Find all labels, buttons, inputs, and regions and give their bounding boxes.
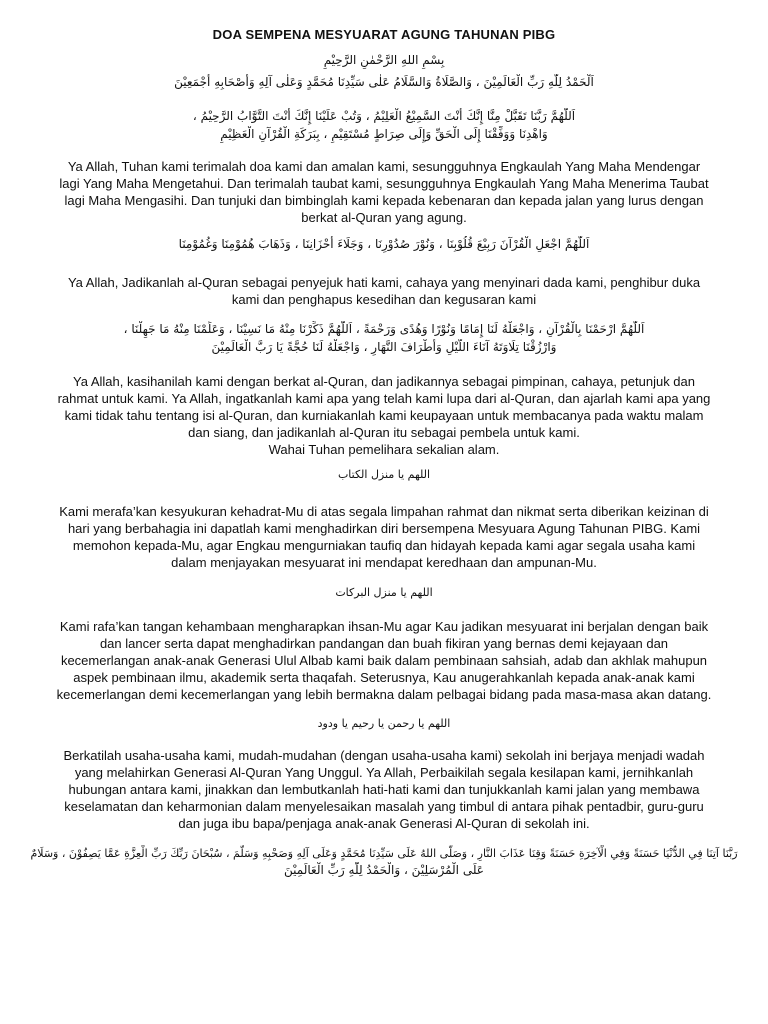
paragraph-line: memohon kepada-Mu, agar Engkau mengurniakan taufiq dan hidayah kepada kami agar segala usaha kami [72, 538, 696, 553]
paragraph-line: Kami rafa’kan tangan kehambaan mengharapkan ihsan-Mu agar Kau jadikan mesyuarat ini berjalan dengan baik [59, 619, 709, 634]
paragraph-line: lagi Maha Mengasihi. Dan tunjuki dan bimbinglah kami kepada kebenaran dan kepada jalan yang lurus dengan [64, 193, 704, 208]
paragraph-line: dan juga ibu bapa/penjaga anak-anak Generasi Al-Quran di sekolah ini. [178, 816, 590, 831]
paragraph-line: hubungan antara kami, jinakkan dan lembutkanlah hati-hati kami dan tunjukkanlah kami jalan yang membawa [68, 782, 700, 797]
paragraph-line: aspek pembinaan ilmu, akademik serta thaqafah. Seterusnya, Kau anugerahkanlah kepada anak-anak kami [73, 670, 695, 685]
arabic-invocation-barakat: اللهم يا منزل البركات [335, 586, 433, 599]
arabic-prayer-acceptance-line-2: وَاهْدِنَا وَوَفِّقْنَا إِلَى الْحَقِّ وَإِلَى صِرَاطٍ مُسْتَقِيْمٍ ، بِبَرَكَةِ الْقُرْآنِ الْعَظِيْمِ [220, 127, 548, 141]
paragraph-line: Kami merafa’kan kesyukuran kehadrat-Mu di atas segala limpahan rahmat dan nikmat serta diberikan keizinan di [59, 504, 709, 519]
paragraph-line: dan siang, dan jadikanlah al-Quran itu sebagai pembela untuk kami. [188, 425, 580, 440]
paragraph-line: Ya Allah, kasihanilah kami dengan berkat al-Quran, dan jadikannya sebagai pimpinan, cahaya, petunjuk dan [72, 374, 695, 389]
paragraph-line: Wahai Tuhan pemelihara sekalian alam. [268, 442, 500, 457]
paragraph-line: berkat al-Quran yang agung. [301, 210, 467, 225]
paragraph-line: keselamatan dan keharmonian dalam menyelesaikan masalah yang timbul di antara pihak pentadbir, guru-guru [64, 799, 704, 814]
paragraph-line: Ya Allah, Tuhan kami terimalah doa kami dan amalan kami, sesungguhnya Engkaulah Yang Maha Mendengar [67, 159, 701, 174]
paragraph-line: kecemerlangan demi kecemerlangan yang lebih bermakna dalam pelbagai bidang pada masa-masa akan datang. [56, 687, 712, 702]
arabic-quran-heart-prayer: اَللّٰهُمَّ اجْعَلِ الْقُرْآنَ رَبِيْعَ قُلُوْبِنَا ، وَنُوْرَ صُدُوْرِنَا ، وَجَلَاءَ أَحْزَانِنَا ، وَذَهَابَ هُمُوْمِنَا وَغُمُوْمِنَا [178, 237, 590, 251]
arabic-closing-line-1: رَبَّنَا آتِنَا فِي الدُّنْيَا حَسَنَةً وَفِي الْآخِرَةِ حَسَنَةً وَقِنَا عَذَابَ النَّارِ ، وَصَلَّى اللهُ عَلَى سَيِّدِنَا مُحَمَّدٍ وَعَلَى آلِهِ وَصَحْبِهِ وَسَلَّمَ ، سُبْحَانَ رَبِّكَ رَبِّ الْعِزَّةِ عَمَّا يَصِفُوْنَ ، وَسَلَامٌ [30, 847, 738, 860]
paragraph-line: Ya Allah, Jadikanlah al-Quran sebagai penyejuk hati kami, cahaya yang menyinari dada kami, penghibur duka [67, 275, 701, 290]
malay-paragraph-1 [30, 158, 738, 226]
paragraph-line: kami tidak tahu tentang isi al-Quran, dan kurniakanlah kami keupayaan untuk membacanya pada waktu malam [64, 408, 704, 423]
arabic-mercy-prayer-line-2: وَارْزُقْنَا تِلَاوَتَهُ آنَاءَ اللَّيْلِ وَأَطْرَافَ النَّهَارِ ، وَاجْعَلْهُ لَنَا حُجَّةً يَا رَبَّ الْعَالَمِيْنَ [211, 340, 557, 354]
arabic-closing-line-2: عَلَى الْمُرْسَلِيْنَ ، وَالْحَمْدُ لِلّٰهِ رَبِّ الْعَالَمِيْنَ [284, 863, 484, 877]
document-title: DOA SEMPENA MESYUARAT AGUNG TAHUNAN PIBG [212, 27, 556, 42]
paragraph-line: kami dan penghapus kesedihan dan kegusaran kami [231, 292, 537, 307]
malay-paragraph-4 [30, 503, 738, 571]
paragraph-line: hari yang berbahagia ini dapatlah kami menghadirkan diri bersempena Mesyuara Agung Tahunan PIBG. Kami [67, 521, 701, 536]
arabic-mercy-prayer-line-1: اَللّٰهُمَّ ارْحَمْنَا بِالْقُرْآنِ ، وَاجْعَلْهُ لَنَا إِمَامًا وَنُوْرًا وَهُدًى وَرَحْمَةً ، اَللّٰهُمَّ ذَكِّرْنَا مِنْهُ مَا نَسِيْنَا ، وَعَلِّمْنَا مِنْهُ مَا جَهِلْنَا ، [123, 322, 645, 336]
arabic-invocation-kitab: اللهم يا منزل الكتاب [337, 468, 431, 481]
paragraph-line: lagi Yang Maha Mengetahui. Dan terimalah taubat kami, sesungguhnya Engkaulah Yang Maha Menerima Taubat [59, 176, 709, 191]
arabic-invocation-rahman: اللهم يا رحمن يا رحيم يا ودود [317, 717, 451, 730]
arabic-basmalah: بِسْمِ اللهِ الرَّحْمٰنِ الرَّحِيْمِ [323, 53, 445, 67]
paragraph-line: rahmat untuk kami. Ya Allah, ingatkanlah kami apa yang telah kami lupa dari al-Quran, dan ajarlah kami apa yang [57, 391, 711, 406]
malay-paragraph-2 [30, 274, 738, 308]
paragraph-line: dan lancer serta dapat menghadirkan pandangan dan buah fikiran yang bernas demi kejayaan dan [99, 636, 669, 651]
arabic-prayer-acceptance-line-1: اَللّٰهُمَّ رَبَّنَا تَقَبَّلْ مِنَّا إِنَّكَ أَنْتَ السَّمِيْعُ الْعَلِيْمُ ، وَتُبْ عَلَيْنَا إِنَّكَ أَنْتَ التَّوَّابُ الرَّحِيْمُ ، [192, 109, 576, 123]
malay-paragraph-5 [30, 618, 738, 703]
malay-paragraph-3 [30, 373, 738, 458]
paragraph-line: Berkatilah usaha-usaha kami, mudah-mudahan (dengan usaha-usaha kami) sekolah ini berjaya menjadi wadah [63, 748, 705, 763]
paragraph-line: yang melahirkan Generasi Al-Quran Yang Unggul. Ya Allah, Perbaikilah segala kesilapan kami, jernihkanlah [74, 765, 694, 780]
malay-paragraph-6 [30, 747, 738, 832]
paragraph-line: kecemerlangan anak-anak Generasi Ulul Albab kami baik dalam pembinaan sahsiah, adab dan akhlak mahupun [60, 653, 708, 668]
paragraph-line: dalam menjayakan mesyuarat ini mendapat keredhaan dan ampunan-Mu. [171, 555, 597, 570]
arabic-opening-praise: اَلْحَمْدُ لِلّٰهِ رَبِّ الْعَالَمِيْنَ ، وَالصَّلَاةُ وَالسَّلَامُ عَلٰى سَيِّدِنَا مُحَمَّدٍ وَعَلٰى آلِهِ وَأَصْحَابِهِ أَجْمَعِيْنَ [174, 75, 594, 89]
